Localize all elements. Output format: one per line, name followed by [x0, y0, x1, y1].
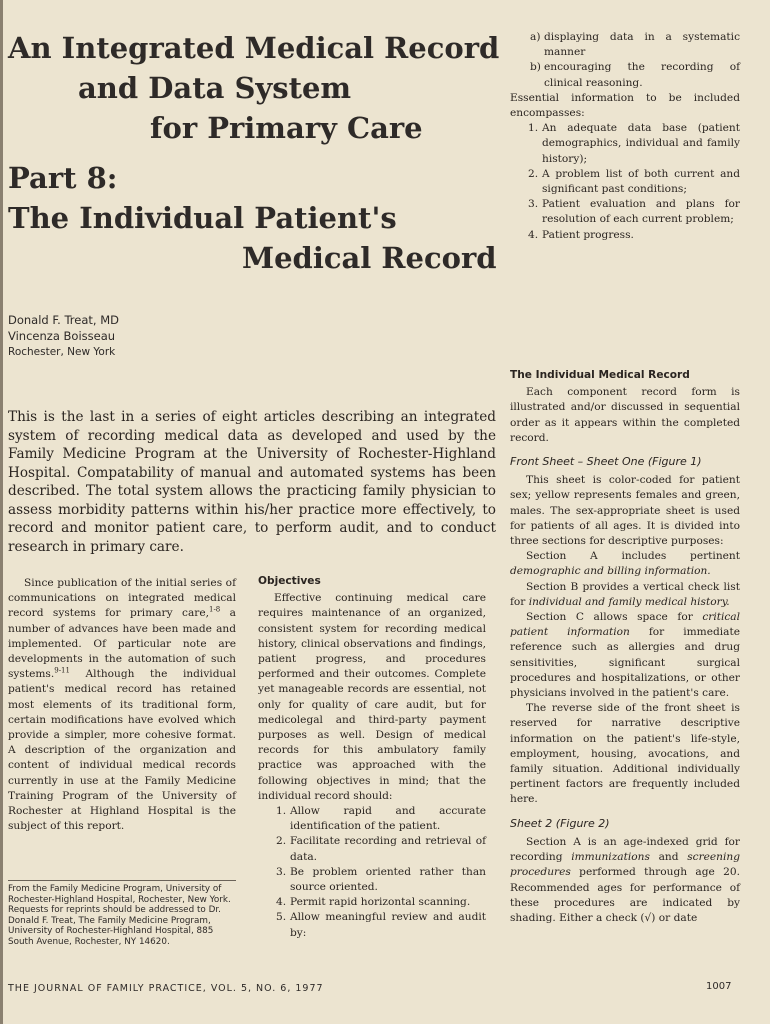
- title-line: for Primary Care: [150, 111, 423, 145]
- objectives-paragraph: Effective continuing medical care requires maintenance of an organized, consistent system for recording medical history, clinical observations and findings, patient progress, and procedures performed and their outcomes. Complete yet manageable records are essential, not only for quality of care audit, but for medicolegal and third-party payment purposes as well. Design of medical records for this ambulatory family practice was approached with the following objectives in mind; that the individual record should:: [258, 592, 486, 802]
- list-item: b) encouraging the recording of clinical reasoning.: [530, 61, 740, 89]
- objectives-continued-column: [510, 30, 740, 243]
- medical-record-column: [510, 368, 740, 926]
- author-name: Vincenza Boisseau: [8, 329, 116, 343]
- list-item: 3. Be problem oriented rather than source oriented.: [276, 865, 486, 894]
- subsection-heading: Sheet 2 (Figure 2): [510, 816, 610, 830]
- sheet2-paragraph: Section A is an age-indexed grid for recording immunizations and screening procedures performed through age 20. Recommended ages for performance of these procedures are indicated by shading. Either a check (√) or date: [510, 835, 740, 924]
- audit-sublist: [510, 30, 740, 91]
- subsection-heading: Front Sheet – Sheet One (Figure 1): [510, 455, 702, 469]
- title-line: An Integrated Medical Record: [8, 31, 500, 65]
- author-block: [8, 312, 119, 360]
- list-item: 4. Patient progress.: [528, 228, 634, 241]
- article-title: [4, 28, 500, 278]
- essential-list: [510, 121, 740, 243]
- objectives-column: [258, 574, 486, 941]
- essential-intro: Essential information to be included encompasses:: [510, 91, 740, 120]
- page-number: 1007: [706, 981, 732, 992]
- section-heading: Objectives: [258, 575, 321, 587]
- list-item: 2. Facilitate recording and retrieval of data.: [276, 835, 486, 863]
- title-line: Medical Record: [242, 241, 497, 275]
- journal-footer: THE JOURNAL OF FAMILY PRACTICE, VOL. 5, NO. 6, 1977: [8, 983, 324, 994]
- intro-text: a number of advances have been made and implemented. Of particular note are developments in the automation of such systems.: [8, 607, 236, 681]
- list-item: 3. Patient evaluation and plans for resolution of each current problem;: [528, 198, 740, 226]
- list-item: 2. A problem list of both current and significant past conditions;: [528, 167, 740, 196]
- reference-superscript: 1-8: [208, 605, 221, 614]
- intro-paragraph: [8, 576, 236, 834]
- list-item: a) displaying data in a systematic manner: [530, 31, 740, 59]
- section-b-paragraph: Section B provides a vertical check list for individual and family medical history.: [510, 580, 740, 608]
- author-name: Donald F. Treat, MD: [8, 313, 119, 327]
- section-a-paragraph: Section A includes pertinent demographic and billing information.: [510, 550, 740, 578]
- author-location: Rochester, New York: [8, 346, 116, 358]
- list-item: 4. Permit rapid horizontal scanning.: [276, 896, 471, 909]
- record-intro: Each component record form is illustrated and/or discussed in sequential order as it appears within the completed record.: [510, 386, 740, 444]
- intro-text: Although the individual patient's medical record has retained most elements of its traditional form, certain modifications have evolved which provide a simpler, more cohesive format. A description of the organization and content of individual medical records currently in use at the Family Medicine Training Program of the University of Rochester at Highland Hospital is the subject of this report.: [8, 668, 236, 833]
- title-line: and Data System: [78, 71, 352, 105]
- section-heading: The Individual Medical Record: [510, 369, 690, 381]
- intro-column: [8, 576, 236, 834]
- abstract: This is the last in a series of eight articles describing an integrated system of recording medical data as developed and used by the Family Medicine Program at the University of Rochester-Highland Hospital. Compatability of manual and automated systems has been described. The total system allows the practicing family physician to assess morbidity patterns within his/her practice more effectively, to record and monitor patient care, to perform audit, and to conduct research in primary care.: [8, 409, 496, 555]
- objectives-list: [258, 804, 486, 941]
- front-sheet-paragraph: This sheet is color-coded for patient sex; yellow represents females and green, males. The sex-appropriate sheet is used for patients of all ages. It is divided into three sections for descriptive purposes:: [510, 474, 740, 548]
- list-item: 1. Allow rapid and accurate identification of the patient.: [276, 805, 486, 833]
- affiliation-footnote: From the Family Medicine Program, University of Rochester-Highland Hospital, Rochester, New York. Requests for reprints should be addressed to Dr. Donald F. Treat, The Family Medicine Program, University of Rochester-Highland Hospital, 885 South Avenue, Rochester, NY 14620.: [8, 884, 231, 947]
- title-line: The Individual Patient's: [8, 201, 397, 235]
- list-item: 1. An adequate data base (patient demographics, individual and family history);: [528, 122, 740, 165]
- intro-text: Since publication of the initial series of communications on integrated medical record systems for primary care,: [8, 577, 236, 620]
- page-edge: [0, 0, 3, 1024]
- title-line: Part 8:: [8, 161, 118, 195]
- reverse-side-paragraph: The reverse side of the front sheet is reserved for narrative descriptive information on the patient's life-style, employment, housing, avocations, and family situation. Additional individually pertinent factors are frequently included here.: [510, 702, 740, 806]
- section-c-paragraph: Section C allows space for critical patient information for immediate reference such as allergies and drug sensitivities, significant surgical procedures and hospitalizations, or other physicians involved in the patient's care.: [510, 611, 740, 700]
- list-item: 5. Allow meaningful review and audit by:: [276, 911, 486, 939]
- reference-superscript: 9-11: [54, 666, 70, 675]
- footnote-divider: [8, 880, 236, 881]
